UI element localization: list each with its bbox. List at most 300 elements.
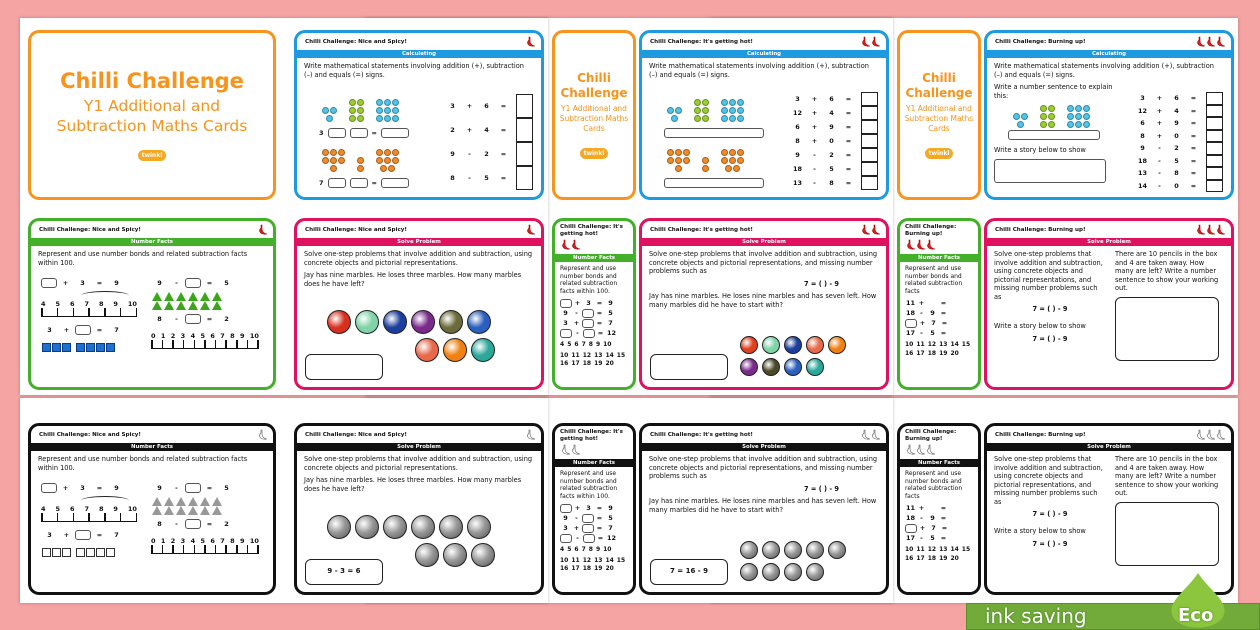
number-line-label: 12 <box>927 546 937 554</box>
number-line-label: 17 <box>916 554 925 562</box>
chilli-icon <box>563 445 570 454</box>
number-line-labels <box>41 505 137 513</box>
calc1-card <box>294 30 544 200</box>
number-line-label: 20 <box>950 349 959 357</box>
counter-dot <box>1013 113 1020 120</box>
card-body <box>900 262 978 360</box>
number-line-label: 0 <box>151 537 156 545</box>
card-body <box>31 451 273 591</box>
equation-term: 2 <box>450 125 455 134</box>
marble-icon <box>784 563 802 581</box>
number-line-label: 13 <box>594 351 603 359</box>
equation-row <box>1134 92 1223 105</box>
chilli-icon <box>873 225 880 234</box>
number-line-label: 6 <box>69 300 75 308</box>
number-line-label: 11 <box>916 546 925 554</box>
chilli-rating-icon <box>860 36 880 48</box>
number-line-label: 3 <box>180 332 186 340</box>
number-line-label: 16 <box>905 554 914 562</box>
equation-term: = <box>1190 144 1197 153</box>
counter-dot <box>392 149 399 156</box>
equation-term: = <box>845 164 852 173</box>
equation-term: 11 <box>905 299 916 308</box>
equation-term: = <box>940 299 947 308</box>
number-line-labels <box>151 332 259 340</box>
number-line-label: 15 <box>961 546 971 554</box>
equation-term: 7 <box>114 326 119 335</box>
equation-term: - <box>575 514 578 523</box>
calc3-card <box>984 30 1234 200</box>
equation-term: 6 <box>795 122 800 131</box>
counter-group <box>666 148 692 172</box>
twinkl-logo: twinkl <box>580 148 609 159</box>
prompt: Write a story below to show <box>994 526 1086 535</box>
equation-row <box>789 120 878 134</box>
counter-dot <box>721 157 728 164</box>
equals-sign: = <box>371 178 377 187</box>
number-line-label: 7 <box>581 341 586 349</box>
equation-term: 9 <box>563 514 568 523</box>
answer-box <box>861 162 878 176</box>
number-line-label: 7 <box>220 332 225 340</box>
equation-row <box>444 166 533 190</box>
number-line-label: 1 <box>160 537 166 545</box>
missing-number-equation: 7 = ( ) - 9 <box>804 484 839 493</box>
counter-dot <box>384 157 391 164</box>
answer-blank <box>185 519 201 529</box>
card-body <box>900 467 978 565</box>
equation-term: 5 <box>608 514 613 523</box>
marble-icon <box>740 563 758 581</box>
counter-dot <box>683 157 690 164</box>
equation-row <box>444 118 533 142</box>
number-line-label: 13 <box>939 546 948 554</box>
number-line-label: 5 <box>55 300 61 308</box>
answer-blank <box>583 534 595 543</box>
counter-dot <box>349 115 356 122</box>
tick <box>215 545 217 553</box>
number-line-label: 2 <box>170 537 176 545</box>
answer-box <box>516 94 533 118</box>
number-line-ticks <box>151 545 259 554</box>
triangle-icon <box>200 506 210 515</box>
equation-term: = <box>96 326 103 335</box>
equation-row <box>905 523 973 533</box>
equation-row <box>444 142 533 166</box>
tick <box>172 545 174 553</box>
counter-dot <box>357 99 364 106</box>
equation-term: 12 <box>1137 106 1148 115</box>
marble-icon <box>806 541 824 559</box>
equation-term: + <box>919 319 926 328</box>
marble-icon <box>740 541 758 559</box>
triangle-icon <box>212 292 222 301</box>
equation-term: 3 <box>795 94 800 103</box>
challenge-level: Chilli Challenge: It's getting hot! <box>650 38 753 45</box>
counter-dot <box>1083 113 1090 120</box>
equation-term: = <box>596 504 603 513</box>
counter-dot <box>702 99 709 106</box>
number-line-label: 6 <box>574 546 579 554</box>
answer-blank <box>328 178 346 188</box>
equation-term: + <box>1156 119 1163 128</box>
cubes <box>41 548 141 560</box>
tick <box>104 308 106 316</box>
number-line-label: 0 <box>151 332 156 340</box>
counter-dot <box>1048 105 1055 112</box>
tick <box>57 513 59 521</box>
ink-saving-numfacts-card <box>552 423 636 595</box>
triangle-icon <box>176 292 186 301</box>
instructions: Solve one-step problems that involve addition and subtraction, using concrete objects and pictorial representations, and missing number problems such as <box>649 250 878 276</box>
counter-dot <box>702 157 709 164</box>
counter-dot <box>326 115 333 122</box>
equation-row <box>41 530 141 540</box>
triangle-icon <box>164 292 174 301</box>
chilli-icon <box>1198 37 1205 46</box>
counter-dot <box>357 115 364 122</box>
challenge-level: Chilli Challenge: It's getting hot! <box>560 224 623 237</box>
number-line-label: 4 <box>560 341 565 349</box>
tick <box>151 545 153 553</box>
cubes <box>41 343 141 355</box>
section-strip: Calculating <box>297 50 541 58</box>
equation-term: = <box>206 483 213 492</box>
counter-dot <box>729 99 736 106</box>
equation-row <box>1134 180 1223 193</box>
number-line-label: 5 <box>200 537 205 545</box>
answer-box <box>861 134 878 148</box>
card-body <box>642 246 886 386</box>
equation-term: = <box>845 136 852 145</box>
left-column <box>994 250 1106 347</box>
equation-term: 18 <box>1137 156 1148 165</box>
number-line-label: 5 <box>55 505 61 513</box>
tick <box>57 308 59 316</box>
answer-blank <box>583 329 595 338</box>
counter-dot <box>1021 113 1028 120</box>
equation-term: + <box>1156 94 1163 103</box>
number-line-label: 9 <box>240 537 245 545</box>
number-line-label: 12 <box>582 351 592 359</box>
counter-dot <box>675 165 682 172</box>
instructions: Solve one-step problems that involve addition and subtraction, using concrete objects and pictorial representations, and missing number problems such as <box>994 250 1103 301</box>
counter-group <box>720 148 746 172</box>
equation-term: 9 <box>930 514 935 523</box>
equation-term: 9 <box>157 278 162 287</box>
counter-group <box>375 98 401 122</box>
marble-icon <box>411 310 435 334</box>
equation-row <box>905 328 973 338</box>
number-line-labels <box>560 341 628 349</box>
number-line-label: 4 <box>560 546 565 554</box>
equation-list <box>1134 92 1223 192</box>
equation-row <box>905 298 973 308</box>
card-subtitle: Subtraction Maths Cards <box>904 114 974 133</box>
equation-term: 18 <box>905 309 916 318</box>
triangle-icon <box>152 292 162 301</box>
number-line <box>41 505 137 522</box>
counter-dot <box>392 99 399 106</box>
counter-dot <box>721 99 728 106</box>
instructions: Represent and use number bonds and related subtraction facts <box>905 265 963 295</box>
tick <box>120 308 122 316</box>
tick <box>247 340 249 348</box>
solve3-card <box>984 218 1234 390</box>
answer-blank <box>75 325 91 335</box>
left-column <box>41 278 141 355</box>
word-problem: Jay has nine marbles. He loses nine marbles and has seven left. How many marbles did he have to start with? <box>649 497 877 514</box>
triangle-icon <box>212 506 222 515</box>
number-line-label: 16 <box>905 349 914 357</box>
ink-saving-solve2-card <box>639 423 889 595</box>
prompt: Write a story below to show <box>994 146 1086 155</box>
number-line-label: 17 <box>571 360 580 368</box>
equation-row <box>789 176 878 190</box>
chilli-icon <box>928 445 935 454</box>
number-line-label: 10 <box>603 546 612 554</box>
equation-term: = <box>596 309 603 318</box>
number-line-label: 11 <box>571 556 580 564</box>
section-strip: Number Facts <box>31 238 273 246</box>
equation-row <box>1134 155 1223 168</box>
card-header <box>987 426 1231 443</box>
number-line-label: 19 <box>594 360 603 368</box>
triangle-icon <box>188 301 198 310</box>
answer-box <box>1206 117 1223 130</box>
number-line-label: 17 <box>571 565 580 573</box>
instructions: Write mathematical statements involving addition (+), subtraction (–) and equals (=) signs. <box>994 62 1214 79</box>
equation-row <box>789 162 878 176</box>
ink-saving-solve1-card <box>294 423 544 595</box>
section-strip: Number Facts <box>31 443 273 451</box>
instructions: Represent and use number bonds and related subtraction facts within 100. <box>38 455 248 472</box>
chilli-icon <box>863 37 870 46</box>
card-body <box>642 58 886 198</box>
tick <box>88 513 90 521</box>
answer-box <box>861 120 878 134</box>
left-column <box>994 455 1106 552</box>
number-line-labels <box>560 352 628 368</box>
solve1-card <box>294 218 544 390</box>
equation-term: 3 <box>47 531 52 540</box>
counter-dot <box>729 157 736 164</box>
number-line-label: 12 <box>927 341 937 349</box>
cube-icon <box>62 343 71 352</box>
equation-term: = <box>940 534 947 543</box>
answer-blank <box>350 128 368 138</box>
instructions: Represent and use number bonds and related subtraction facts <box>905 470 963 500</box>
equation-term: = <box>941 524 948 533</box>
marble-icon <box>439 310 463 334</box>
answer-blank <box>350 178 368 188</box>
equation-term: = <box>596 524 603 533</box>
marble-icon <box>327 310 351 334</box>
card-body <box>642 451 886 591</box>
chilli-icon <box>1218 430 1225 439</box>
number-line-label: 20 <box>950 554 959 562</box>
hop-arcs <box>81 496 129 505</box>
counter-dot <box>694 115 701 122</box>
chilli-icon <box>918 240 925 249</box>
number-line-label: 10 <box>560 351 569 359</box>
equation-term: = <box>1190 119 1197 128</box>
marble-icon <box>784 358 802 376</box>
card-header <box>987 33 1231 50</box>
tick <box>257 545 259 553</box>
triangle-icon <box>164 301 174 310</box>
blank-sentence <box>319 128 409 138</box>
number-line-label: 14 <box>605 556 614 564</box>
card-subtitle: Subtraction Maths Cards <box>559 114 629 133</box>
number-line-label: 8 <box>230 332 235 340</box>
number-line-label: 11 <box>571 351 580 359</box>
chilli-rating-icon <box>1195 224 1225 236</box>
answer-blank <box>582 514 594 523</box>
answer-box <box>1206 92 1223 105</box>
answer-blank <box>560 329 572 338</box>
challenge-level: Chilli Challenge: Burning up! <box>905 224 957 237</box>
tick <box>204 340 206 348</box>
equation-row <box>560 298 628 308</box>
triangle-icon <box>200 497 210 506</box>
counter-dot <box>376 149 383 156</box>
prompt: Write a number sentence to explain this: <box>994 83 1113 100</box>
equation-term: = <box>940 514 947 523</box>
number-line-label: 10 <box>603 341 612 349</box>
equation-term: = <box>940 504 947 513</box>
word-problem: Jay has nine marbles. He loses three marbles. How many marbles does he have left? <box>304 271 522 288</box>
equation-term: 3 <box>563 319 568 328</box>
triangle-icon <box>200 292 210 301</box>
equation-term: = <box>941 319 948 328</box>
triangle-icon <box>188 497 198 506</box>
number-line-label: 15 <box>616 556 626 564</box>
counter-dot <box>733 165 740 172</box>
marbles <box>738 334 868 378</box>
number-line-label: 14 <box>605 351 614 359</box>
counter-dot <box>1067 121 1074 128</box>
equation-term: 4 <box>829 108 834 117</box>
section-strip: Solve Problem <box>987 238 1231 246</box>
start-number: 7 <box>319 178 324 187</box>
chilli-rating-icon <box>525 224 535 236</box>
blank-sentence <box>664 178 764 188</box>
counter-dot <box>376 157 383 164</box>
marble-icon <box>439 515 463 539</box>
marble-icon <box>411 515 435 539</box>
word-problem: There are 10 pencils in the box and 4 are taken away. How many are left? Write a number sentence to show your working out. <box>1115 455 1219 498</box>
instructions: Represent and use number bonds and related subtraction facts within 100. <box>560 265 618 295</box>
marble-icon <box>467 515 491 539</box>
counter-group <box>321 106 338 122</box>
number-line <box>41 300 137 317</box>
number-line-label: 5 <box>200 332 205 340</box>
challenge-level: Chilli Challenge: Burning up! <box>995 38 1086 45</box>
equation-row <box>151 519 261 529</box>
number-line-label: 10 <box>127 300 137 308</box>
equation-row <box>905 533 973 543</box>
chilli-icon <box>918 445 925 454</box>
equation-term: - <box>920 534 923 543</box>
counter-dot <box>376 99 383 106</box>
equation-term: = <box>500 149 507 158</box>
card-body <box>31 246 273 386</box>
card-title: Chilli Challenge <box>560 71 628 100</box>
equation-row <box>560 328 628 338</box>
chilli-rating-icon <box>560 444 580 456</box>
counter-dot <box>1075 121 1082 128</box>
equation-term: = <box>206 519 213 528</box>
equation-term: = <box>500 101 507 110</box>
number-line-label: 8 <box>98 300 104 308</box>
triangle-icon <box>164 506 174 515</box>
challenge-level: Chilli Challenge: It's getting hot! <box>650 431 753 438</box>
card-body <box>297 451 541 591</box>
counter-dot <box>694 99 701 106</box>
answer-box <box>1115 297 1219 361</box>
number-line-labels <box>560 546 628 554</box>
equation-term: + <box>811 122 818 131</box>
equation-term: - <box>1158 169 1161 178</box>
number-line-label: 19 <box>594 565 603 573</box>
number-line-label: 12 <box>582 556 592 564</box>
equation-term: 5 <box>608 309 613 318</box>
chilli-rating-icon <box>560 239 580 251</box>
equation-term: 3 <box>1140 94 1145 103</box>
number-line-label: 10 <box>249 537 259 545</box>
chilli-icon <box>873 37 880 46</box>
number-line-labels <box>905 341 973 357</box>
answer-box <box>1115 502 1219 566</box>
missing-number-equation: 7 = ( ) - 9 <box>804 279 839 288</box>
equation-row <box>151 483 261 493</box>
challenge-level: Chilli Challenge: Burning up! <box>995 431 1086 438</box>
equation-row <box>560 308 628 318</box>
card-subtitle: Y1 Additional and <box>83 97 221 116</box>
answer-box <box>516 166 533 190</box>
chilli-rating-icon <box>525 429 535 441</box>
number-line-label: 20 <box>605 360 614 368</box>
cube-icon <box>86 343 95 352</box>
equation-row <box>905 308 973 318</box>
number-line-labels <box>560 557 628 573</box>
equation-term: 6 <box>1174 94 1179 103</box>
hop-arcs <box>81 291 129 300</box>
title-card <box>897 30 981 200</box>
equation-row <box>1134 167 1223 180</box>
instructions: Solve one-step problems that involve addition and subtraction, using concrete objects and pictorial representations, and missing number problems such as <box>649 455 878 481</box>
tick <box>194 340 196 348</box>
equation-term: - <box>175 278 178 287</box>
counter-dot <box>392 115 399 122</box>
equation-term: 5 <box>1174 156 1179 165</box>
equation-term: = <box>96 483 103 492</box>
equation-term: 5 <box>930 534 935 543</box>
answer-box: 9 - 3 = 6 <box>305 559 383 585</box>
card-body <box>297 58 541 198</box>
tick <box>247 545 249 553</box>
equation-term: 9 <box>1140 144 1145 153</box>
equation-term: 12 <box>606 329 617 338</box>
counter-dot <box>683 149 690 156</box>
card-header <box>900 221 978 254</box>
number-line-label: 10 <box>127 505 137 513</box>
triangle-icon <box>212 301 222 310</box>
counter-dot <box>667 149 674 156</box>
equation-term: 8 <box>157 314 162 323</box>
equation-term: 2 <box>1174 144 1179 153</box>
